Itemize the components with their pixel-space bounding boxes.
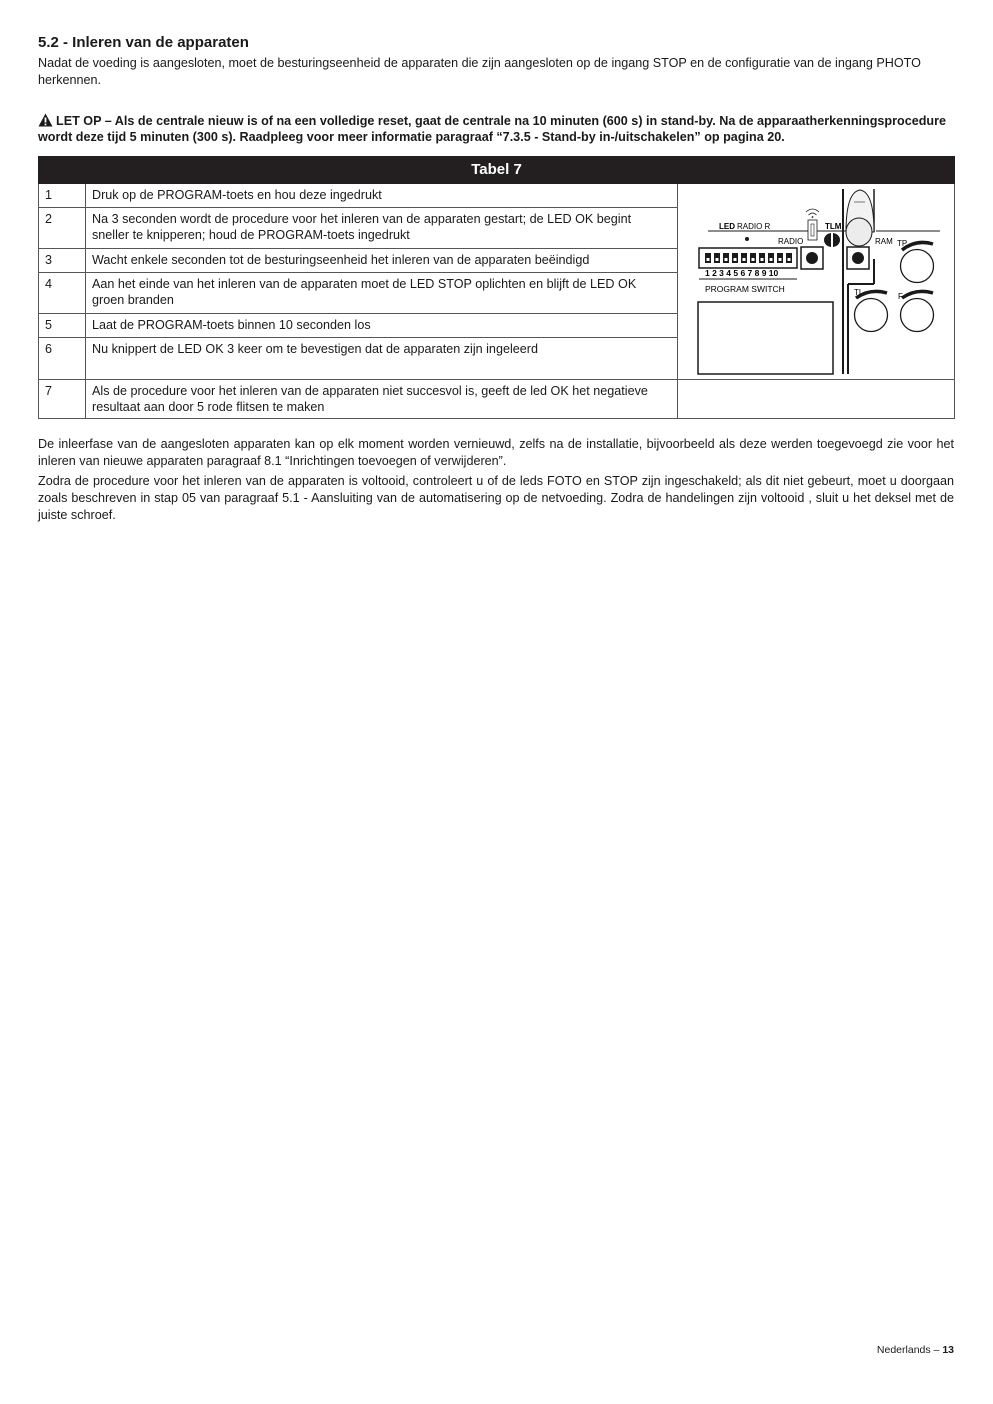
step-text: Nu knippert de LED OK 3 keer om te bevestigen dat de apparaten zijn ingeleerd — [86, 338, 678, 380]
control-board-diagram — [678, 184, 953, 379]
f-trimmer-icon — [901, 291, 934, 331]
step-text: Als de procedure voor het inleren van de apparaten niet succesvol is, geeft de led OK het negatieve resultaat aan door 5 rode flitsen te maken — [86, 380, 678, 419]
step-number: 1 — [39, 184, 86, 208]
table-row — [39, 380, 955, 419]
radio-label: RADIO — [778, 237, 804, 246]
step-text: Laat de PROGRAM-toets binnen 10 seconden los — [86, 314, 678, 338]
step-number: 7 — [39, 380, 86, 419]
step-text: Wacht enkele seconden tot de besturingseenheid het inleren van de apparaten beëindigd — [86, 249, 678, 273]
tp-trimmer-icon — [901, 242, 934, 282]
led-label: LED — [719, 222, 735, 231]
step-number: 6 — [39, 338, 86, 380]
control-board-figure — [678, 184, 955, 380]
step-number: 4 — [39, 273, 86, 314]
tlm-connector-icon — [824, 232, 840, 248]
step-number: 2 — [39, 208, 86, 249]
step-text: Na 3 seconden wordt de procedure voor het inleren van de apparaten gestart; de LED OK begint sneller te knipperen; houd de PROGRAM-toets ingedrukt — [86, 208, 678, 249]
step-number: 3 — [39, 249, 86, 273]
paragraph: De inleerfase van de aangesloten apparaten kan op elk moment worden vernieuwd, zelfs na de installatie, bijvoorbeeld als deze werden toegevoegd zie voor het inleren van nieuwe apparaten paragraaf 8.1 “Inrichtingen toevoegen of verwijderen”. — [38, 437, 954, 468]
step-number: 5 — [39, 314, 86, 338]
page-footer — [877, 1344, 954, 1356]
warning-text: LET OP – Als de centrale nieuw is of na een volledige reset, gaat de centrale na 10 minuten (600 s) in stand-by. Na de apparaatherkenningsprocedure wordt deze tijd 5 minuten (300 s). Raadpleeg voor meer informatie paragraaf “7.3.5 - Stand-by in-/uitschakelen” op pagina 20. — [38, 114, 946, 144]
tl-trimmer-icon — [855, 291, 888, 331]
dip-switch-block — [699, 248, 797, 268]
step-text: Druk op de PROGRAM-toets en hou deze ingedrukt — [86, 184, 678, 208]
page — [38, 34, 954, 527]
radio-button — [801, 247, 823, 269]
radio-r-label: RADIO R — [737, 222, 771, 231]
switch-numbers: 1 2 3 4 5 6 7 8 9 10 — [705, 268, 779, 278]
page-number: 13 — [942, 1344, 954, 1356]
tlm-label: TLM — [825, 222, 842, 231]
warning-block — [38, 113, 954, 145]
led-dot — [745, 237, 749, 241]
steps-table — [38, 156, 955, 419]
radio-signal-icon — [806, 209, 819, 240]
f-label: F — [898, 292, 903, 301]
program-button — [847, 247, 869, 269]
tp-label: TP — [897, 239, 908, 248]
warning-icon — [38, 113, 53, 127]
closing-text — [38, 436, 954, 524]
paragraph: Zodra de procedure voor het inleren van de apparaten is voltooid, controleert u of de leds FOTO en STOP zijn ingeschakeld; als dit niet gebeurt, moet u doorgaan zoals beschreven in stap 05 van paragraaf 5.1 - Aansluiting van de automatisering op de netvoeding. Zodra de handelingen zijn voltooid , sluit u het deksel met de juiste schroef. — [38, 474, 954, 522]
table-title: Tabel 7 — [39, 157, 955, 184]
empty-cell — [678, 380, 955, 419]
display-panel — [698, 302, 833, 374]
step-text: Aan het einde van het inleren van de apparaten moet de LED STOP oplichten en blijft de LED OK groen branden — [86, 273, 678, 314]
section-title: 5.2 - Inleren van de apparaten — [38, 34, 249, 51]
ram-label: RAM — [875, 237, 893, 246]
table-row — [39, 184, 955, 208]
intro-paragraph: Nadat de voeding is aangesloten, moet de besturingseenheid de apparaten die zijn aangesloten op de ingang STOP en de configuratie van de ingang PHOTO herkennen. — [38, 56, 921, 87]
tl-label: TL — [854, 288, 864, 297]
footer-language: Nederlands – — [876, 1344, 940, 1356]
switch-label: PROGRAM SWITCH — [705, 284, 785, 294]
